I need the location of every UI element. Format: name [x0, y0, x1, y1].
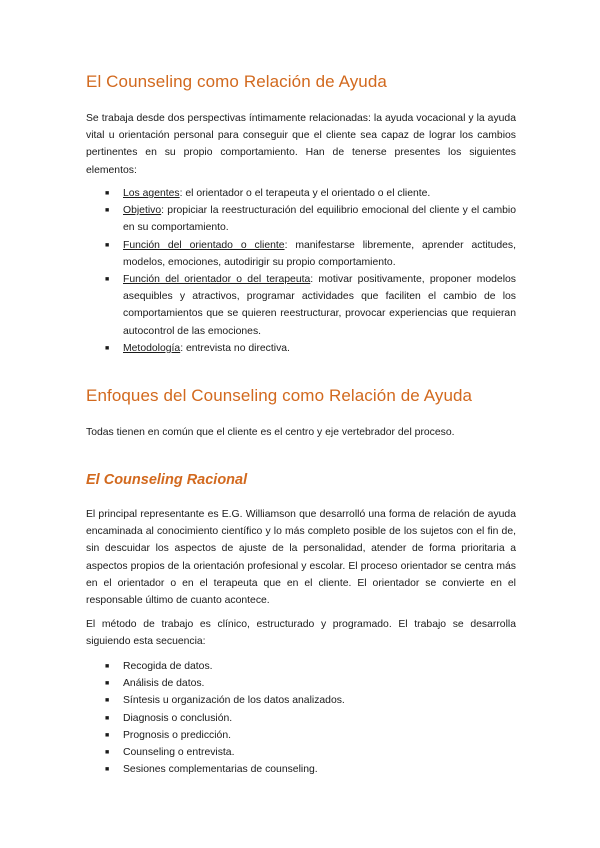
list-item	[105, 237, 516, 271]
racional-paragraph-1: El principal representante es E.G. Williamson que desarrolló una forma de relación de ayuda encaminada al conocimiento científico y lo más completo posible de los sujetos con el fin de, sin descuidar los aspectos de ajuste de la personalidad, atender de forma prioritaria a aspectos propios de la orientación profesional y escolar. El proceso orientador se centra más en el orientador o en el terapeuta que en el cliente. El orientador se convierte en el responsable último de cuanto acontece.	[86, 509, 516, 607]
list-item	[105, 710, 516, 727]
element-term: Función del orientador o del terapeuta	[123, 274, 311, 286]
bullet-icon: ■	[105, 276, 110, 284]
element-text: : manifestarse libremente, aprender actitudes, modelos, emociones, autodirigir su propio comportamiento.	[123, 239, 516, 268]
list-item	[105, 271, 516, 340]
bullet-icon: ■	[105, 241, 110, 249]
bullet-icon: ■	[105, 749, 110, 757]
bullet-icon: ■	[105, 344, 110, 352]
intro-paragraph: Se trabaja desde dos perspectivas íntimamente relacionadas: la ayuda vocacional y la ayuda vital u orientación personal para conseguir que el cliente sea capaz de lograr los cambios pertinentes en su propio comportamiento. Han de tenerse presentes los siguientes elementos:	[86, 113, 516, 176]
list-item	[105, 692, 516, 709]
subsection-title-counseling-racional: El Counseling Racional	[86, 472, 248, 488]
step-text: Counseling o entrevista.	[123, 747, 235, 759]
list-item	[105, 658, 516, 675]
section-title-counseling-relacion-ayuda: El Counseling como Relación de Ayuda	[86, 72, 387, 91]
step-text: Análisis de datos.	[123, 678, 205, 690]
element-text: : entrevista no directiva.	[180, 342, 290, 354]
list-item	[105, 675, 516, 692]
element-term: Objetivo	[123, 205, 162, 217]
bullet-icon: ■	[105, 680, 110, 688]
section-title-enfoques: Enfoques del Counseling como Relación de Ayuda	[86, 386, 473, 405]
element-text: : propiciar la reestructuración del equilibrio emocional del cliente y el cambio en su comportamiento.	[123, 205, 516, 234]
step-text: Sesiones complementarias de counseling.	[123, 764, 318, 776]
enfoques-paragraph: Todas tienen en común que el cliente es el centro y eje vertebrador del proceso.	[86, 427, 455, 438]
element-text: : motivar positivamente, proponer modelos asequibles y atractivos, programar actividades que faciliten el cambio de los comportamientos que se quieren reestructurar, provocar experiencias que requieran autocontrol de las emociones.	[123, 274, 516, 337]
racional-paragraph-2: El método de trabajo es clínico, estructurado y programado. El trabajo se desarrolla siguiendo esta secuencia:	[86, 619, 516, 648]
bullet-icon: ■	[105, 766, 110, 774]
list-item	[105, 340, 516, 357]
element-term: Los agentes	[123, 188, 180, 199]
step-text: Diagnosis o conclusión.	[123, 712, 233, 724]
bullet-icon: ■	[105, 190, 110, 197]
element-term: Metodología	[123, 342, 181, 354]
element-text: : el orientador o el terapeuta y el orientado o el cliente.	[179, 188, 431, 199]
bullet-icon: ■	[105, 207, 110, 215]
list-item	[105, 744, 516, 761]
step-text: Recogida de datos.	[123, 661, 213, 672]
list-item	[105, 185, 516, 202]
bullet-icon: ■	[105, 731, 110, 739]
steps-list	[105, 658, 516, 778]
step-text: Prognosis o predicción.	[123, 729, 232, 741]
bullet-icon: ■	[105, 663, 110, 670]
elements-list	[105, 185, 516, 357]
bullet-icon: ■	[105, 714, 110, 722]
element-term: Función del orientado o cliente	[123, 239, 285, 251]
step-text: Síntesis u organización de los datos analizados.	[123, 695, 345, 707]
list-item	[105, 202, 516, 236]
bullet-icon: ■	[105, 697, 110, 705]
list-item	[105, 761, 516, 778]
list-item	[105, 727, 516, 744]
